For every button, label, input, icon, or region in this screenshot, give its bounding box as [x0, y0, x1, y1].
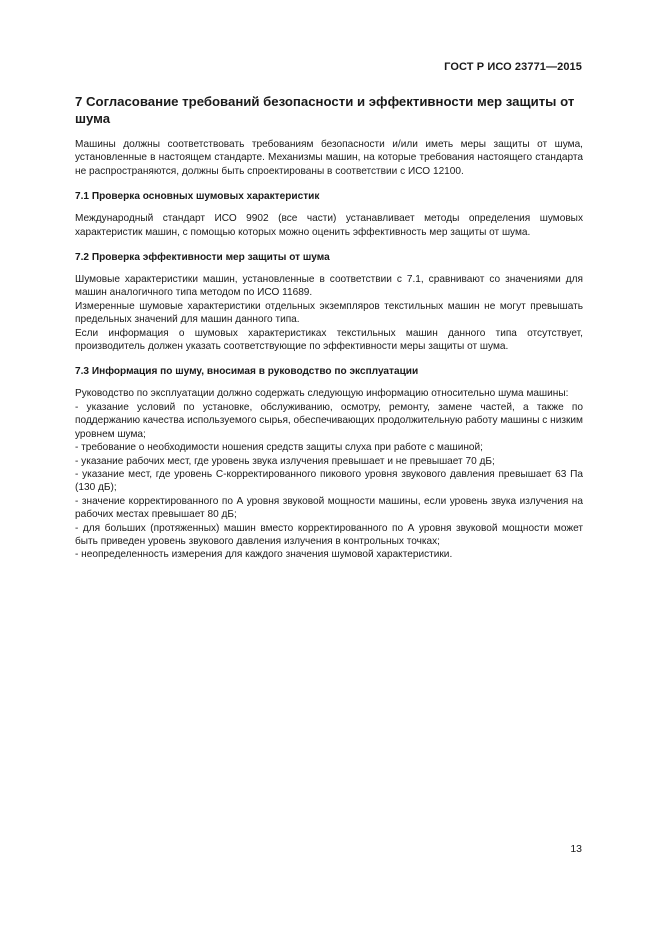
list-item: - требование о необходимости ношения средств защиты слуха при работе с машиной;	[75, 442, 483, 454]
chapter-paragraph: Машины должны соответствовать требованиям безопасности и/или иметь меры защиты от шума, установленные в настоящем стандарте. Механизмы машин, на которые требования настоящего стандарта не распространяются, должны быть спроектированы в соответствии с ИСО 12100.	[75, 139, 583, 177]
section-7-2-paragraph: Шумовые характеристики машин, установленные в соответствии с 7.1, сравнивают со значениями для машин аналогичного типа методом по ИСО 11689.	[75, 274, 583, 299]
requirements-list	[75, 401, 583, 562]
standard-header: ГОСТ Р ИСО 23771—2015	[444, 61, 582, 73]
section-7-3-paragraph: Руководство по эксплуатации должно содержать следующую информацию относительно шума машины:	[75, 388, 569, 400]
chapter-title: 7 Согласование требований безопасности и эффективности мер защиты от шума	[75, 94, 575, 126]
section-title-7-3: 7.3 Информация по шуму, вносимая в руководство по эксплуатации	[75, 366, 419, 378]
page-number: 13	[570, 843, 582, 855]
list-item: - указание рабочих мест, где уровень звука излучения превышает и не превышает 70 дБ;	[75, 455, 495, 467]
section-7-2-paragraph: Измеренные шумовые характеристики отдельных экземпляров текстильных машин не могут превышать предельных значений для машин данного типа.	[75, 300, 583, 326]
list-item: - для больших (протяженных) машин вместо корректированного по А уровня звуковой мощности может быть приведен уровень звукового давления излучения в контрольных точках;	[75, 522, 583, 547]
list-item: - неопределенность измерения для каждого значения шумовой характеристики.	[75, 549, 453, 561]
section-7-1-paragraph: Международный стандарт ИСО 9902 (все части) устанавливает методы определения шумовых характеристик машин, с помощью которых можно оценить эффективность мер защиты от шума.	[75, 213, 583, 238]
list-item: - указание условий по установке, обслуживанию, осмотру, ремонту, замене частей, а также по поддержанию качества используемого сырья, обеспечивающих продолжительную работу машины с низким уровнем шума;	[75, 401, 583, 440]
list-item: - значение корректированного по А уровня звуковой мощности машины, если уровень звука излучения на рабочих местах превышает 80 дБ;	[75, 495, 583, 521]
section-7-2-paragraph: Если информация о шумовых характеристиках текстильных машин данного типа отсутствует, производитель должен указать соответствующие по эффективности меры защиты от шума.	[75, 327, 583, 353]
list-item: - указание мест, где уровень С-корректированного пикового уровня звукового давления превышает 63 Па (130 дБ);	[75, 468, 583, 494]
section-title-7-1: 7.1 Проверка основных шумовых характеристик	[75, 191, 320, 203]
main-content	[75, 93, 583, 562]
section-title-7-2: 7.2 Проверка эффективности мер защиты от шума	[75, 252, 330, 264]
